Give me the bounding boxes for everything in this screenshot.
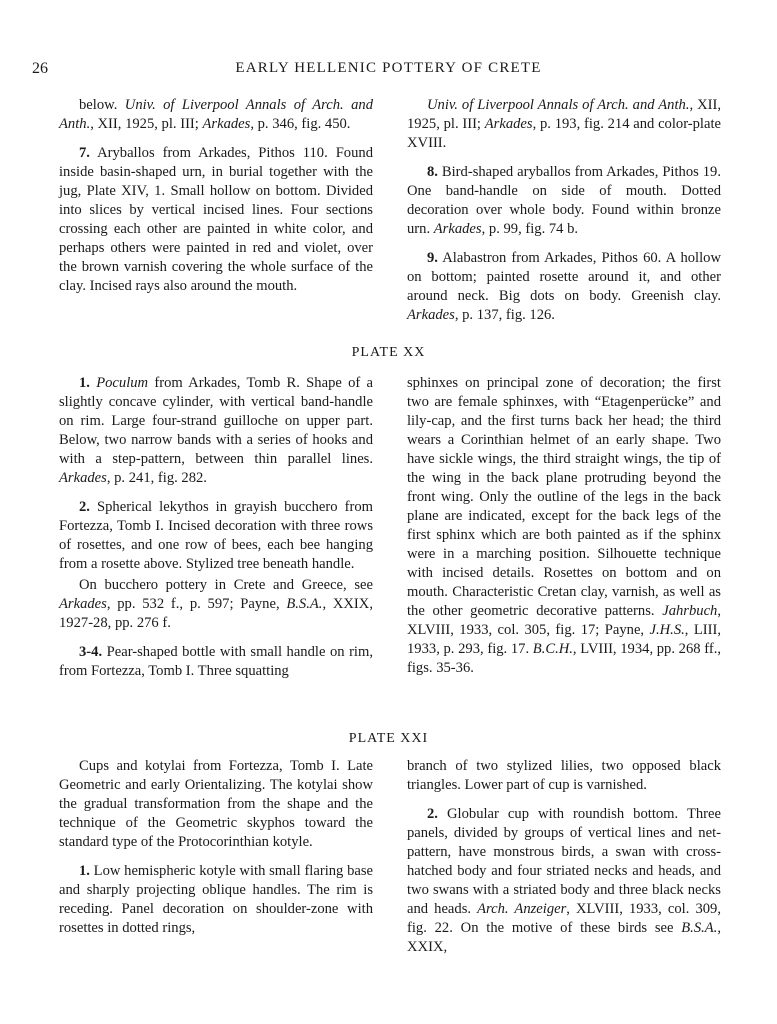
text-run: , pp. 532 f., p. 597; Payne,	[106, 596, 287, 612]
paragraph-p-sphinxes	[407, 374, 721, 678]
paragraph-item-9	[407, 249, 721, 325]
paragraph-item-1	[59, 374, 373, 488]
top-section	[59, 96, 721, 335]
italic-text: Arkades	[59, 470, 107, 486]
item-number: 2.	[427, 806, 438, 822]
paragraph-p-univ	[407, 96, 721, 153]
plate-xx-heading: PLATE XX	[351, 345, 426, 360]
item-number: 7.	[79, 145, 90, 161]
text-run: Cups and kotylai from Fortezza, Tomb I. Late Geometric and early Orientalizing. The kotylai show the gradual transformation from the shape and the technique of the Geometric skyphos toward the standard type of the Protocorinthian kotyle.	[59, 758, 373, 850]
column-left	[59, 757, 373, 967]
text-run: , p. 241, fig. 282.	[106, 470, 207, 486]
plate-xx-section	[59, 374, 721, 691]
text-run: , XII, 1925, pl. III;	[90, 116, 203, 132]
column-right	[407, 96, 721, 335]
text-run: On bucchero pottery in Crete and Greece, see	[79, 577, 373, 593]
paragraph-item-7	[59, 144, 373, 296]
text-run: , p. 99, fig. 74 b.	[481, 221, 579, 237]
italic-text: B.C.H.	[532, 641, 573, 657]
italic-text: Arkades	[202, 116, 251, 132]
column-right	[407, 757, 721, 967]
italic-text: B.S.A.	[681, 920, 718, 936]
text-run: Aryballos from Arkades, Pithos 110. Found inside basin-shaped urn, in burial together with the jug, Plate XIV, 1. Small hollow on bottom. Divided into slices by vertical incised lines. Four sections crossing each other are painted in white color, and perhaps others were painted in red and violet, over the brown varnish covering the whole surface of the clay. Incised rays also around the mouth.	[59, 145, 373, 294]
paragraph-p-cups	[59, 757, 373, 852]
plate-xxi-heading: PLATE XXI	[348, 731, 429, 746]
italic-text: B.S.A.	[286, 596, 323, 612]
item-number: 3-4.	[79, 644, 103, 660]
italic-text: Univ. of Liverpool Annals of Arch. and Anth.	[427, 97, 690, 113]
text-run: , p. 193, fig. 214 and color-plate XVIII.	[407, 116, 721, 151]
italic-text: Univ. of Liverpool Annals of Arch. and Anth.	[59, 97, 374, 132]
text-run: Low hemispheric kotyle with small flaring base and sharply projecting oblique handles. The rim is receding. Panel decoration on shoulder-zone with rosettes in dotted rings,	[59, 863, 373, 936]
column-right	[407, 374, 721, 691]
plate-xxi-section	[59, 757, 721, 967]
italic-text: Arkades	[433, 221, 482, 237]
item-number: 2.	[79, 499, 90, 515]
text-run: , XLVIII, 1933, col. 309, fig. 22. On the motive of these birds see	[407, 901, 721, 936]
text-run: Bird-shaped aryballos from Arkades, Pithos 19. One band-handle on side of mouth. Dotted decoration over whole body. Found within bronze urn.	[407, 164, 721, 237]
text-run: branch of two stylized lilies, two opposed black triangles. Lower part of cup is varnished.	[407, 758, 721, 793]
text-run: from Arkades, Tomb R. Shape of a slightly concave cylinder, with vertical band-handle on rim. Large four-strand guilloche on upper part. Below, two narrow bands with a series of hooks and with a step-pattern, between thin parallel lines.	[59, 375, 373, 467]
column-left	[59, 96, 373, 335]
text-run: Spherical lekythos in grayish bucchero from Fortezza, Tomb I. Incised decoration with three rows of rosettes, and one row of bees, each bee hanging from a rosette above. Stylized tree beneath handle.	[59, 499, 373, 572]
text-run: , LIII, 1933, p. 293, fig. 17.	[407, 622, 721, 657]
item-number: 1.	[79, 375, 90, 391]
text-run: Globular cup with roundish bottom. Three panels, divided by groups of vertical lines and net-pattern, have monstrous birds, a swan with cross-hatched body and four striated necks and heads, and two swans with a striated body and three black necks and heads.	[407, 806, 721, 917]
text-run: Pear-shaped bottle with small handle on rim, from Fortezza, Tomb I. Three squatting	[59, 644, 373, 679]
italic-text: Arkades	[484, 116, 533, 132]
paragraph-item-2	[59, 498, 373, 574]
running-title: EARLY HELLENIC POTTERY OF CRETE	[235, 60, 542, 76]
text-run: , XXIX,	[407, 920, 721, 955]
text-run: , XII, 1925, pl. III;	[407, 97, 721, 132]
text-run: sphinxes on principal zone of decoration; the first two are female sphinxes, with “Etagenperücke” and lily-cap, and the first turns back her head; the third wears a Corinthian helmet of an early shape. Two have sickle wings, the third straight wings, the tip of the wing in the back plane protruding beyond the front wing. Only the outline of the legs in the back plane are indicated, except for the back legs of the first sphinx which are both painted as if the sphinx were in a marching position. Silhouette technique with incised details. Rosettes on bottom and on mouth. Characteristic Cretan clay, varnish, as well as the other geometric decorative patterns.	[407, 375, 721, 619]
text-run: , p. 137, fig. 126.	[454, 307, 555, 323]
text-run: , XXIX, 1927-28, pp. 276 f.	[59, 596, 373, 631]
text-run: Alabastron from Arkades, Pithos 60. A hollow on bottom; painted rosette around it, and other around neck. Big dots on body. Greenish clay.	[407, 250, 721, 304]
paragraph-item-xxi-2	[407, 805, 721, 957]
italic-text: Arch. Anzeiger	[477, 901, 567, 917]
item-number: 8.	[427, 164, 438, 180]
paragraph-item-3-4	[59, 643, 373, 681]
page-number: 26	[32, 60, 48, 77]
text-run: , LVIII, 1934, pp. 268 ff., figs. 35-36.	[407, 641, 721, 676]
item-number: 9.	[427, 250, 438, 266]
italic-text: Arkades	[59, 596, 107, 612]
item-number: 1.	[79, 863, 90, 879]
italic-text: Jahrbuch	[662, 603, 718, 619]
text-run: , XLVIII, 1933, col. 305, fig. 17; Payne,	[407, 603, 721, 638]
running-head	[0, 60, 777, 82]
italic-text: J.H.S.	[649, 622, 685, 638]
paragraph-p-branch	[407, 757, 721, 795]
column-left	[59, 374, 373, 691]
italic-text: Arkades	[407, 307, 455, 323]
paragraph-item-8	[407, 163, 721, 239]
italic-text: Poculum	[96, 375, 149, 391]
text-run: below.	[79, 97, 125, 113]
paragraph-item-xxi-1	[59, 862, 373, 938]
paragraph-p-below	[59, 96, 373, 134]
text-run: , p. 346, fig. 450.	[250, 116, 351, 132]
paragraph-p-bucchero	[59, 576, 373, 633]
